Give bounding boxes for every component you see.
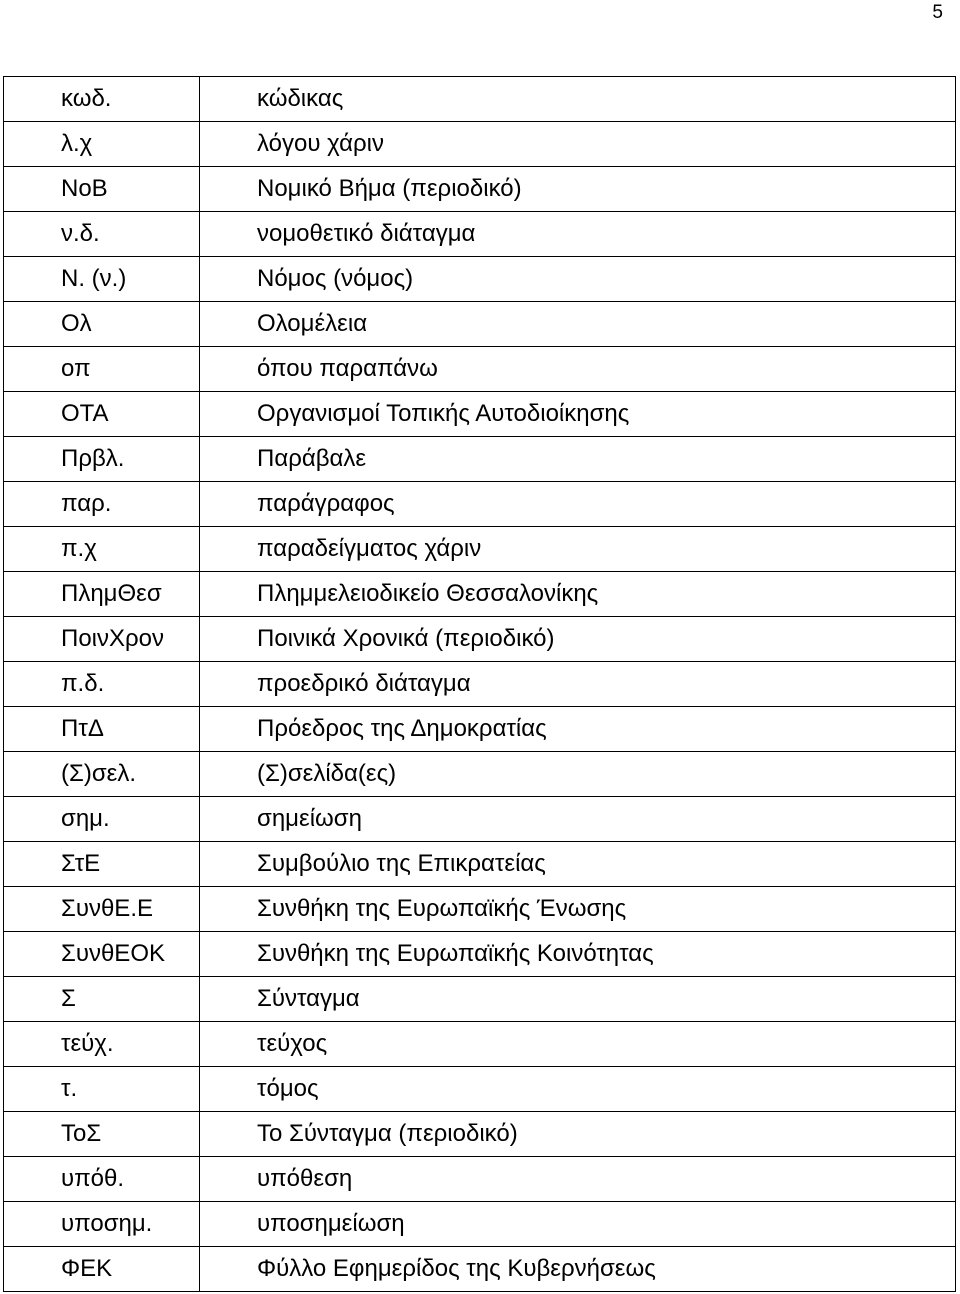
meaning-cell: υποσημείωση [200,1202,956,1247]
meaning-cell: παράγραφος [200,482,956,527]
page-number: 5 [932,2,943,23]
table-row [4,1022,956,1067]
table-row [4,122,956,167]
table-row [4,662,956,707]
meaning-cell: νομοθετικό διάταγμα [200,212,956,257]
meaning-cell: παραδείγματος χάριν [200,527,956,572]
table-row [4,797,956,842]
abbreviation-cell: παρ. [4,482,200,527]
meaning-cell: Σύνταγμα [200,977,956,1022]
abbreviation-cell: ν.δ. [4,212,200,257]
table-row [4,1112,956,1157]
table-row [4,977,956,1022]
table-row [4,392,956,437]
meaning-cell: (Σ)σελίδα(ες) [200,752,956,797]
table-row [4,932,956,977]
abbreviation-cell: ΝοΒ [4,167,200,212]
abbreviation-cell: ΠλημΘεσ [4,572,200,617]
abbreviations-table-body [4,77,956,1292]
meaning-cell: Φύλλο Εφημερίδος της Κυβερνήσεως [200,1247,956,1292]
meaning-cell: Το Σύνταγμα (περιοδικό) [200,1112,956,1157]
meaning-cell: Συνθήκη της Ευρωπαϊκής Ένωσης [200,887,956,932]
meaning-cell: όπου παραπάνω [200,347,956,392]
abbreviation-cell: ΦΕΚ [4,1247,200,1292]
meaning-cell: Νομικό Βήμα (περιοδικό) [200,167,956,212]
meaning-cell: Συνθήκη της Ευρωπαϊκής Κοινότητας [200,932,956,977]
abbreviation-cell: υπόθ. [4,1157,200,1202]
abbreviation-cell: σημ. [4,797,200,842]
meaning-cell: τεύχος [200,1022,956,1067]
abbreviation-cell: λ.χ [4,122,200,167]
meaning-cell: κώδικας [200,77,956,122]
abbreviations-table [3,76,956,1292]
meaning-cell: λόγου χάριν [200,122,956,167]
meaning-cell: σημείωση [200,797,956,842]
abbreviation-cell: υποσημ. [4,1202,200,1247]
table-row [4,302,956,347]
table-row [4,167,956,212]
table-row [4,482,956,527]
meaning-cell: Συμβούλιο της Επικρατείας [200,842,956,887]
abbreviation-cell: Ολ [4,302,200,347]
abbreviation-cell: ΤοΣ [4,1112,200,1157]
meaning-cell: Ολομέλεια [200,302,956,347]
abbreviation-cell: (Σ)σελ. [4,752,200,797]
meaning-cell: Οργανισμοί Τοπικής Αυτοδιοίκησης [200,392,956,437]
table-row [4,752,956,797]
abbreviation-cell: οπ [4,347,200,392]
table-row [4,707,956,752]
abbreviation-cell: ΟΤΑ [4,392,200,437]
table-row [4,842,956,887]
meaning-cell: τόμος [200,1067,956,1112]
meaning-cell: Ποινικά Χρονικά (περιοδικό) [200,617,956,662]
abbreviation-cell: ΠτΔ [4,707,200,752]
abbreviation-cell: π.χ [4,527,200,572]
abbreviation-cell: π.δ. [4,662,200,707]
abbreviation-cell: ΣυνθΕ.Ε [4,887,200,932]
table-row [4,1067,956,1112]
abbreviation-cell: Σ [4,977,200,1022]
table-row [4,1247,956,1292]
abbreviation-cell: ΠοινΧρον [4,617,200,662]
table-row [4,617,956,662]
table-row [4,1202,956,1247]
abbreviation-cell: ΣτΕ [4,842,200,887]
abbreviation-cell: ΣυνθΕΟΚ [4,932,200,977]
table-row [4,437,956,482]
table-row [4,347,956,392]
table-row [4,527,956,572]
meaning-cell: Παράβαλε [200,437,956,482]
abbreviation-cell: τεύχ. [4,1022,200,1067]
table-row [4,212,956,257]
table-row [4,887,956,932]
table-row [4,257,956,302]
meaning-cell: Πλημμελειοδικείο Θεσσαλονίκης [200,572,956,617]
abbreviation-cell: κωδ. [4,77,200,122]
meaning-cell: υπόθεση [200,1157,956,1202]
table-row [4,77,956,122]
table-row [4,572,956,617]
meaning-cell: Πρόεδρος της Δημοκρατίας [200,707,956,752]
abbreviation-cell: τ. [4,1067,200,1112]
table-row [4,1157,956,1202]
meaning-cell: Νόμος (νόμος) [200,257,956,302]
abbreviation-cell: Πρβλ. [4,437,200,482]
meaning-cell: προεδρικό διάταγμα [200,662,956,707]
abbreviation-cell: Ν. (ν.) [4,257,200,302]
